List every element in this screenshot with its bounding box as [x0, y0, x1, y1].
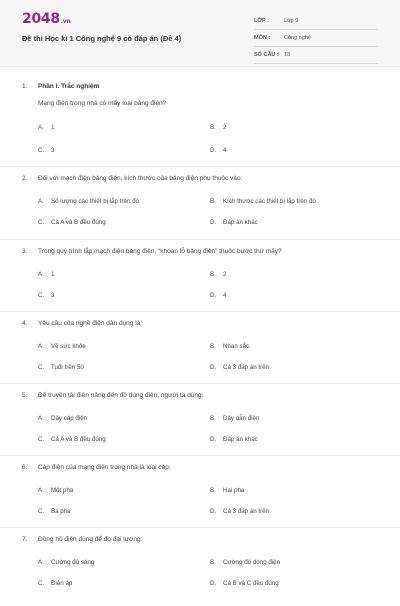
question-header — [22, 175, 380, 182]
option-text: Kích thước các thiết bị lắp trên đó — [223, 198, 316, 205]
option-letter: A. — [38, 343, 44, 350]
option-text: Nhan sắc — [223, 343, 250, 350]
option-text: 1 — [51, 271, 55, 278]
option-text: 3 — [51, 147, 55, 154]
option-a[interactable] — [38, 124, 54, 131]
option-c[interactable] — [38, 580, 72, 587]
option-letter: A. — [38, 415, 44, 422]
question-text: Yêu cầu của nghề điện dân dụng là: — [38, 320, 143, 327]
option-letter: C. — [38, 364, 45, 371]
option-c[interactable] — [38, 508, 71, 515]
option-letter: A. — [38, 559, 44, 566]
logo-domain: .vn — [60, 18, 71, 25]
option-letter: C. — [38, 508, 45, 515]
meta-row-class — [254, 15, 378, 30]
option-letter: D. — [210, 292, 217, 299]
option-letter: B. — [210, 198, 216, 205]
question-text: Trong quy trình lắp mạch điện bảng điện, “khoan lỗ bảng điện” thuộc bước thứ mấy? — [38, 248, 282, 255]
option-text: Ba pha — [51, 508, 71, 515]
question-number: 6. — [22, 464, 28, 471]
option-b[interactable] — [210, 198, 316, 205]
question-5 — [0, 383, 400, 455]
question-header — [22, 536, 380, 543]
question-1 — [0, 66, 400, 166]
question-text: Mạng điện trong nhà có mấy loại bảng điện? — [38, 100, 167, 107]
option-letter: C. — [38, 219, 45, 226]
question-text: Để truyền tải điện năng đến đồ dùng điện, người ta dùng: — [38, 392, 204, 399]
site-logo[interactable] — [22, 11, 70, 27]
option-letter: C. — [38, 147, 45, 154]
meta-value: 13 — [284, 52, 291, 58]
option-letter: A. — [38, 124, 44, 131]
logo-text: 2048 — [22, 11, 60, 27]
option-a[interactable] — [38, 198, 139, 205]
question-6 — [0, 455, 400, 527]
part-title: Phần I. Trắc nghiệm — [38, 83, 100, 90]
option-letter: C. — [38, 436, 45, 443]
exam-meta — [254, 15, 378, 66]
question-text: Đồng hồ điện dùng để đo đại lượng: — [38, 536, 143, 543]
option-text: Số lượng các thiết bị lắp trên đó — [51, 198, 139, 205]
option-letter: D. — [210, 364, 217, 371]
option-letter: B. — [210, 487, 216, 494]
option-text: Về sức khỏe — [51, 343, 86, 350]
option-c[interactable] — [38, 219, 106, 226]
option-a[interactable] — [38, 559, 94, 566]
meta-row-count — [254, 49, 378, 64]
question-7 — [0, 527, 400, 606]
meta-label: MÔN : — [254, 35, 271, 41]
option-text: Cường độ sáng — [51, 559, 95, 566]
option-letter: A. — [38, 487, 44, 494]
option-text: 3 — [51, 292, 55, 299]
question-text: Đối với mạch điện bảng điện, kích thước của bảng điện phụ thuộc vào: — [38, 175, 243, 182]
option-a[interactable] — [38, 271, 54, 278]
option-b[interactable] — [210, 343, 249, 350]
option-text: 2 — [223, 124, 227, 131]
question-header — [22, 464, 380, 471]
option-text: Tuổi trên 50 — [51, 364, 84, 371]
meta-label: LỚP : — [254, 18, 269, 24]
option-a[interactable] — [38, 343, 86, 350]
option-b[interactable] — [210, 415, 259, 422]
question-header — [22, 248, 380, 255]
option-letter: B. — [210, 559, 216, 566]
option-text: Đáp án khác — [223, 219, 258, 226]
option-text: Hai pha — [223, 487, 245, 494]
option-text: Cả 3 đáp án trên — [223, 364, 270, 371]
option-letter: D. — [210, 219, 217, 226]
question-4 — [0, 311, 400, 383]
option-letter: B. — [210, 124, 216, 131]
question-number: 7. — [22, 536, 28, 543]
meta-value: Lớp 9 — [284, 18, 299, 24]
option-d[interactable] — [210, 436, 258, 443]
option-letter: B. — [210, 415, 216, 422]
exam-title: Đề thi Học kì 1 Công nghệ 9 có đáp án (Đề 4) — [22, 34, 182, 43]
option-letter: D. — [210, 580, 217, 587]
option-text: Dây dẫn điện — [223, 415, 260, 422]
question-header — [22, 392, 380, 399]
page-header — [0, 0, 400, 66]
option-letter: B. — [210, 343, 216, 350]
option-letter: B. — [210, 271, 216, 278]
option-letter: C. — [38, 292, 45, 299]
option-letter: A. — [38, 271, 44, 278]
option-d[interactable] — [210, 508, 269, 515]
meta-value: Công nghệ — [284, 35, 311, 41]
question-2 — [0, 166, 400, 239]
question-header — [22, 83, 380, 90]
option-b[interactable] — [210, 124, 226, 131]
option-c[interactable] — [38, 147, 54, 154]
option-b[interactable] — [210, 559, 280, 566]
option-text: 4 — [223, 292, 227, 299]
option-letter: D. — [210, 508, 217, 515]
option-text: Cả A và B đều đúng — [51, 219, 106, 226]
option-text: Cả B và C đều đúng — [223, 580, 279, 587]
option-d[interactable] — [210, 364, 269, 371]
option-b[interactable] — [210, 271, 226, 278]
option-text: Một pha — [51, 487, 74, 494]
option-letter: A. — [38, 198, 44, 205]
option-c[interactable] — [38, 364, 84, 371]
option-text: Đáp án khác — [223, 436, 258, 443]
option-letter: D. — [210, 147, 217, 154]
option-text: Dây cáp điện — [51, 415, 88, 422]
option-text: Cả 3 đáp án trên — [223, 508, 270, 515]
meta-row-subject — [254, 32, 378, 47]
option-letter: C. — [38, 580, 45, 587]
option-text: Cả A và B đều đúng — [51, 436, 106, 443]
option-text: Điện áp — [51, 580, 73, 587]
option-letter: D. — [210, 436, 217, 443]
option-d[interactable] — [210, 147, 226, 154]
option-text: 4 — [223, 147, 227, 154]
question-number: 4. — [22, 320, 28, 327]
question-number: 3. — [22, 248, 28, 255]
option-text: Cường độ dòng điện — [223, 559, 281, 566]
question-number: 2. — [22, 175, 28, 182]
question-number: 5. — [22, 392, 28, 399]
option-d[interactable] — [210, 580, 279, 587]
option-d[interactable] — [210, 219, 258, 226]
question-number: 1. — [22, 83, 28, 90]
option-a[interactable] — [38, 415, 87, 422]
option-c[interactable] — [38, 292, 54, 299]
option-text: 2 — [223, 271, 227, 278]
meta-label: SỐ CÂU : — [254, 52, 279, 58]
question-header — [22, 320, 380, 327]
question-text: Cáp điện của mạng điện trong nhà là loại cáp: — [38, 464, 171, 471]
option-b[interactable] — [210, 487, 244, 494]
question-3 — [0, 239, 400, 311]
option-text: 1 — [51, 124, 55, 131]
question-list — [0, 66, 400, 606]
option-d[interactable] — [210, 292, 226, 299]
option-a[interactable] — [38, 487, 73, 494]
option-c[interactable] — [38, 436, 106, 443]
